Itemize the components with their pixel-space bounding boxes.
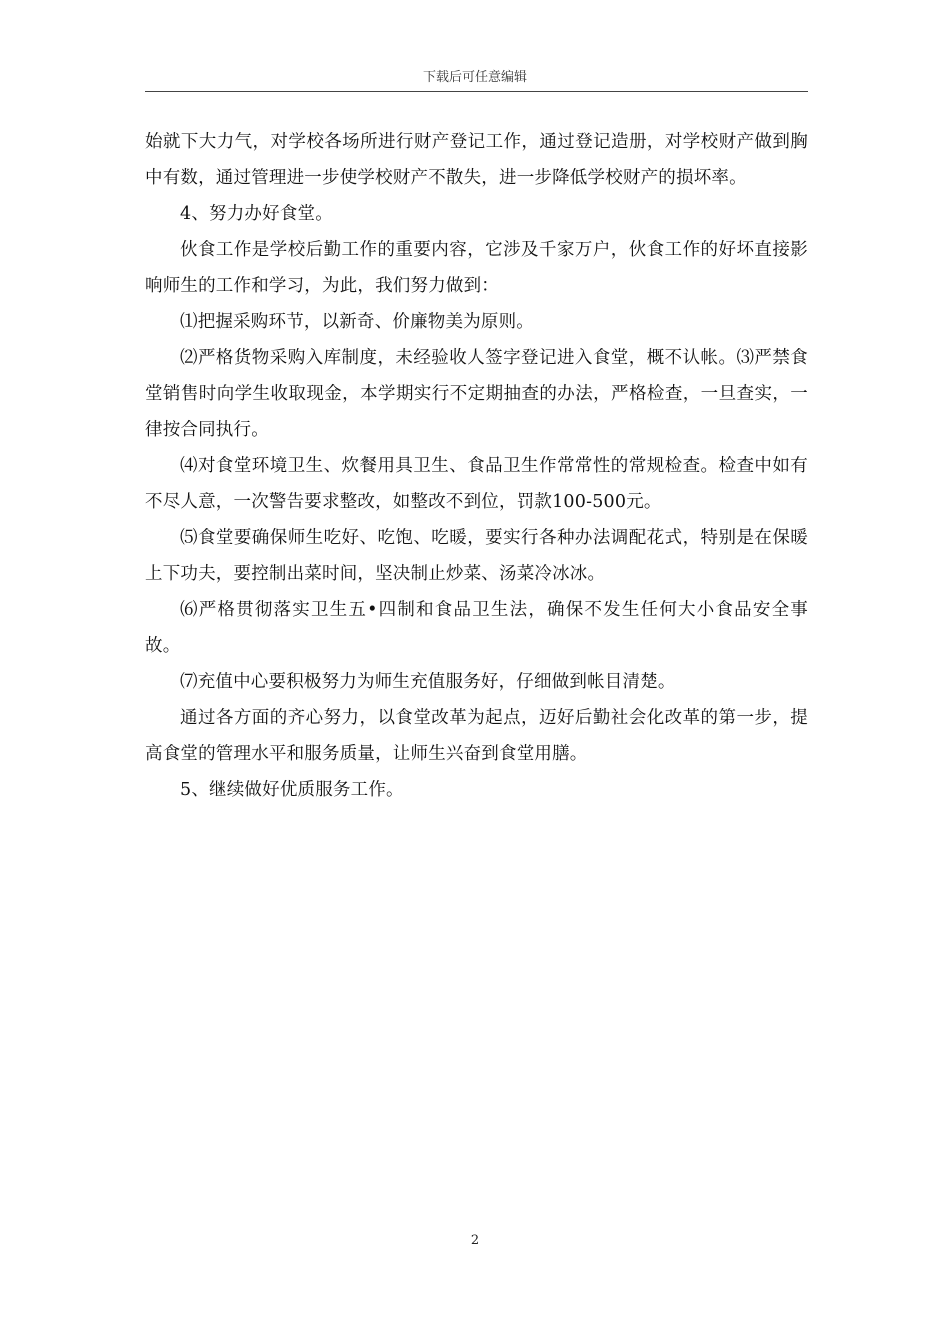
paragraph-summary: 通过各方面的齐心努力，以食堂改革为起点，迈好后勤社会化改革的第一步，提高食堂的管理水平和服务质量，让师生兴奋到食堂用膳。 <box>145 708 808 764</box>
section-heading-canteen: 4、努力办好食堂。 <box>180 204 333 224</box>
list-item-1: ⑴把握采购环节，以新奇、价廉物美为原则。 <box>180 312 534 332</box>
list-item-5: ⑸食堂要确保师生吃好、吃饱、吃暖，要实行各种办法调配花式，特别是在保暖上下功夫，要控制出菜时间，坚决制止炒菜、汤菜冷冰冰。 <box>145 528 808 584</box>
list-item-7: ⑺充值中心要积极努力为师生充值服务好，仔细做到帐目清楚。 <box>180 672 676 692</box>
header-divider <box>145 91 808 92</box>
list-item-2-3: ⑵严格货物采购入库制度，未经验收人签字登记进入食堂，概不认帐。⑶严禁食堂销售时向学生收取现金，本学期实行不定期抽查的办法，严格检查，一旦查实，一律按合同执行。 <box>145 348 808 440</box>
paragraph-canteen-intro: 伙食工作是学校后勤工作的重要内容，它涉及千家万户，伙食工作的好坏直接影响师生的工作和学习，为此，我们努力做到： <box>145 240 808 296</box>
header-note: 下载后可任意编辑 <box>422 70 527 85</box>
page-number: 2 <box>470 1233 480 1248</box>
section-heading-service: 5、继续做好优质服务工作。 <box>180 780 404 800</box>
paragraph-continuation: 始就下大力气，对学校各场所进行财产登记工作，通过登记造册，对学校财产做到胸中有数，通过管理进一步使学校财产不散失，进一步降低学校财产的损坏率。 <box>145 132 808 188</box>
document-body <box>145 124 808 808</box>
list-item-6: ⑹严格贯彻落实卫生五•四制和食品卫生法，确保不发生任何大小食品安全事故。 <box>145 600 808 656</box>
list-item-4: ⑷对食堂环境卫生、炊餐用具卫生、食品卫生作常常性的常规检查。检查中如有不尽人意，一次警告要求整改，如整改不到位，罚款100-500元。 <box>145 456 808 512</box>
